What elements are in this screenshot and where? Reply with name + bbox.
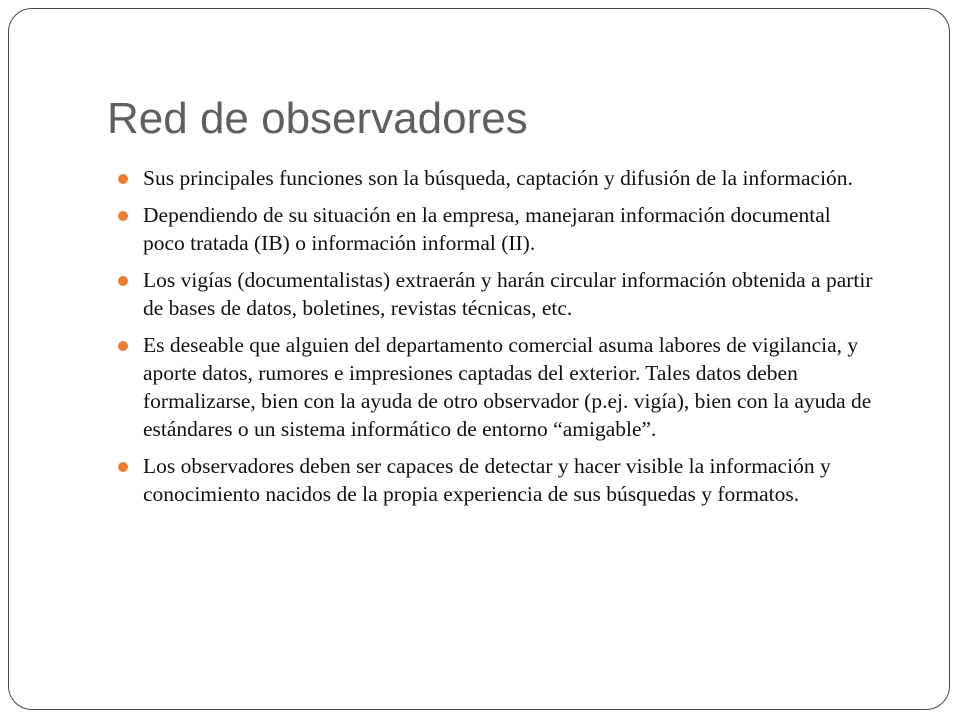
slide-title: Red de observadores	[107, 94, 528, 143]
bullet-dot-icon	[118, 462, 128, 472]
bullet-text: Los observadores deben ser capaces de detectar y hacer visible la información y conocimiento nacidos de la propia experiencia de sus búsquedas y formatos.	[143, 454, 831, 506]
bullet-dot-icon	[118, 276, 128, 286]
bullet-item	[113, 331, 873, 443]
bullet-item	[113, 164, 873, 192]
bullet-dot-icon	[118, 211, 128, 221]
bullet-item	[113, 201, 873, 257]
slide-frame	[8, 8, 950, 710]
bullet-item	[113, 266, 873, 322]
bullet-text: Dependiendo de su situación en la empresa, manejaran información documental poco tratada (IB) o información informal (II).	[143, 203, 831, 255]
bullet-dot-icon	[118, 174, 128, 184]
bullet-text: Los vigías (documentalistas) extraerán y harán circular información obtenida a partir de bases de datos, boletines, revistas técnicas, etc.	[143, 268, 873, 320]
bullet-list	[113, 164, 873, 517]
bullet-text: Sus principales funciones son la búsqueda, captación y difusión de la información.	[143, 166, 853, 190]
bullet-dot-icon	[118, 341, 128, 351]
bullet-item	[113, 452, 873, 508]
bullet-text: Es deseable que alguien del departamento comercial asuma labores de vigilancia, y aporte datos, rumores e impresiones captadas del exterior. Tales datos deben formalizarse, bien con la ayuda de otro observador (p.ej. vigía), bien con la ayuda de estándares o un sistema informático de entorno “amigable”.	[143, 333, 872, 441]
